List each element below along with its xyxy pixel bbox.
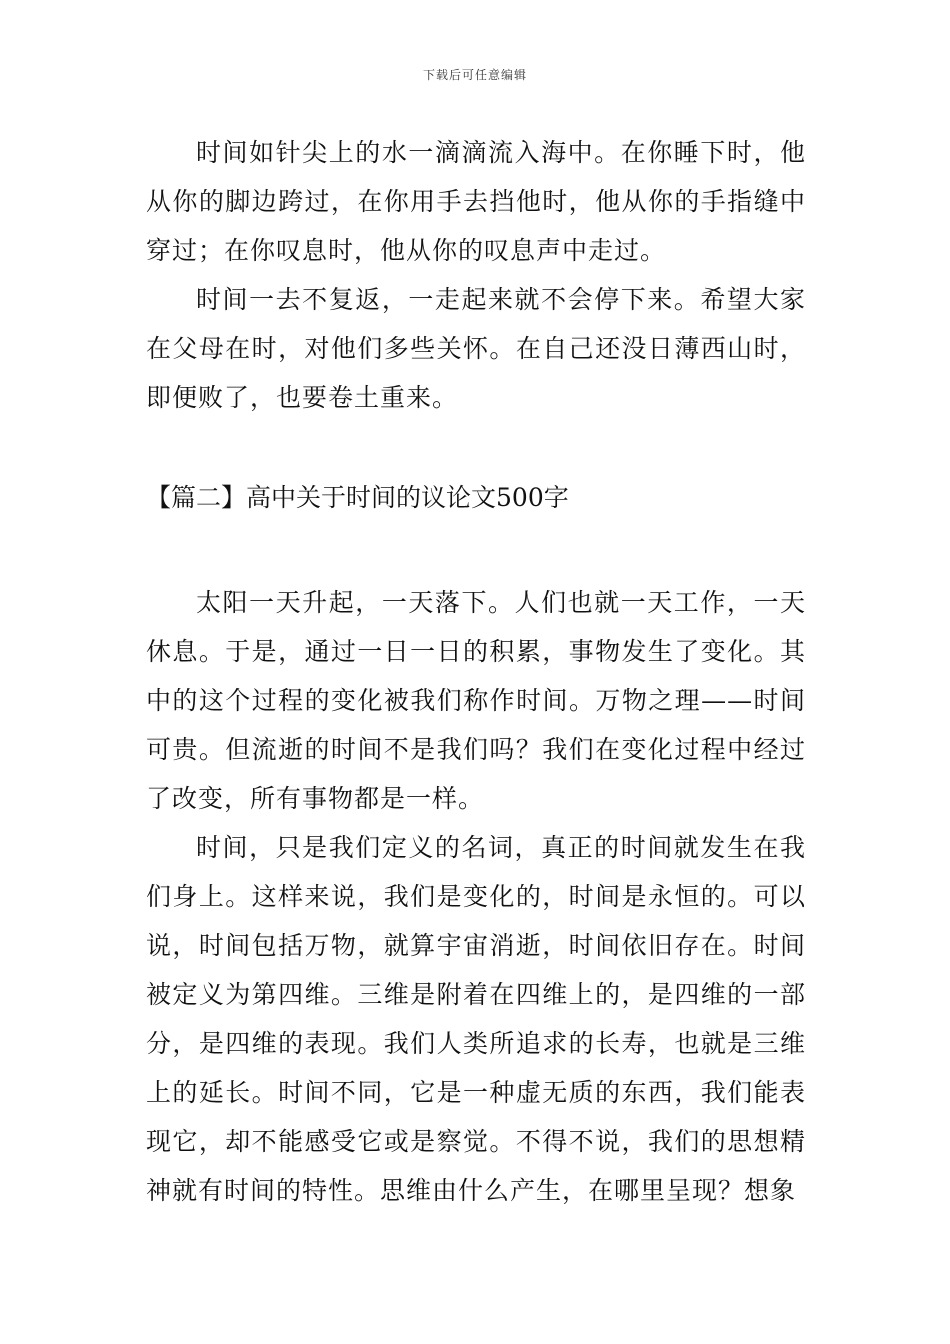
paragraph: 时间如针尖上的水一滴滴流入海中。在你睡下时，他从你的脚边跨过，在你用手去挡他时，他从你的手指缝中穿过；在你叹息时，他从你的叹息声中走过。 [146,138,806,265]
section-heading: 【篇二】高中关于时间的议论文500字 [146,483,569,512]
paragraph: 时间，只是我们定义的名词，真正的时间就发生在我们身上。这样来说，我们是变化的，时间是永恒的。可以说，时间包括万物，就算宇宙消逝，时间依旧存在。时间被定义为第四维。三维是附着在四维上的，是四维的一部分，是四维的表现。我们人类所追求的长寿，也就是三维上的延长。时间不同，它是一种虚无质的东西，我们能表现它，却不能感受它或是察觉。不得不说，我们的思想精神就有时间的特性。思维由什么产生，在哪里呈现？想象 [146,833,806,1205]
section-two-body [146,578,806,1215]
section-one-body [146,128,806,422]
page-header-note: 下载后可任意编辑 [422,68,527,82]
paragraph: 时间一去不复返，一走起来就不会停下来。希望大家在父母在时，对他们多些关怀。在自己还没日薄西山时，即便败了，也要卷土重来。 [146,285,806,412]
paragraph: 太阳一天升起，一天落下。人们也就一天工作，一天休息。于是，通过一日一日的积累，事物发生了变化。其中的这个过程的变化被我们称作时间。万物之理——时间可贵。但流逝的时间不是我们吗？我们在变化过程中经过了改变，所有事物都是一样。 [146,588,806,813]
